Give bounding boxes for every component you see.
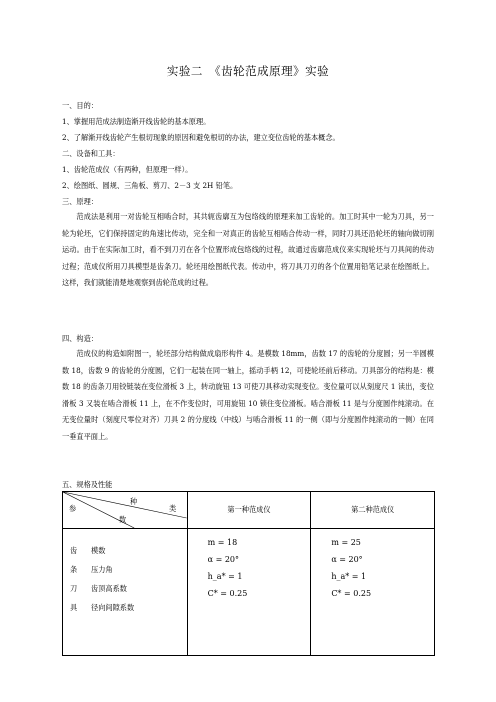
type-1-values xyxy=(208,534,248,602)
type-1-addendum-value: h_a* = 1 xyxy=(207,572,243,581)
parameter-cell xyxy=(63,529,188,656)
param-name-addendum-coefficient: 齿顶高系数 xyxy=(91,584,127,593)
section-heading-principle: 三、原理： xyxy=(62,197,98,206)
rack-cutter-label xyxy=(70,541,80,617)
spec-table-corner-cell xyxy=(63,492,188,529)
equipment-item-2: 2、绘图纸、圆规、三角板、剪刀、2－3 支 2H 铅笔。 xyxy=(62,181,238,190)
type-2-clearance-value: C* = 0.25 xyxy=(331,589,372,598)
type-2-values-cell xyxy=(311,529,435,656)
type-2-values xyxy=(331,534,371,602)
document-title: 实验二 《齿轮范成原理》实验 xyxy=(166,64,330,78)
header-label-param-bottom: 数 xyxy=(119,515,127,524)
header-label-kind-top: 种 xyxy=(130,497,138,506)
spec-table-header-row xyxy=(63,492,435,529)
type-1-clearance-value: C* = 0.25 xyxy=(207,589,248,598)
column-header-type-1: 第一种范成仪 xyxy=(187,492,311,529)
type-2-addendum-value: h_a* = 1 xyxy=(331,572,367,581)
purpose-item-1: 1、掌握用范成法制造渐开线齿轮的基本原理。 xyxy=(62,117,211,126)
equipment-item-1: 1、齿轮范成仪（有两种，但原理一样）。 xyxy=(62,165,193,174)
type-1-module-value: m = 18 xyxy=(207,538,238,547)
section-heading-structure: 四、构造： xyxy=(62,334,98,343)
section-heading-purpose: 一、目的： xyxy=(62,101,98,110)
type-1-values-cell xyxy=(187,529,311,656)
column-header-type-2: 第二种范成仪 xyxy=(311,492,435,529)
section-heading-specs: 五、规格及性能 xyxy=(62,480,113,489)
section-heading-equipment: 二、设备和工具： xyxy=(62,149,120,158)
principle-paragraph: 范成法是利用一对齿轮互相啮合时，其共轭齿廓互为包络线的原理来加工齿轮的。加工时其中一轮为刀具，另一轮为轮坯，它们保持固定的角速比传动，完全和一对真正的齿轮互相啮合传动一样，同时刀具还沿轮坯的轴向做切削运动。由于在实际加工时，看不到刀刃在各个位置形成包络线的过程，故通过齿廓范成仪来实现轮坯与刀具间的传动过程；范成仪所用刀具模型是齿条刀。轮坯用绘图纸代表。传动中，将刀具刀刃的各个位置用铅笔记录在绘图纸上。这样，我们就能清楚地观察到齿轮范成的过程。 xyxy=(62,212,434,288)
side-char: 具 xyxy=(70,603,78,612)
type-2-pressure-angle-value: α = 20° xyxy=(331,555,363,564)
parameter-names xyxy=(91,541,134,617)
param-name-module: 模数 xyxy=(91,546,106,555)
side-char: 条 xyxy=(70,565,78,574)
type-2-module-value: m = 25 xyxy=(331,538,361,547)
type-1-pressure-angle-value: α = 20° xyxy=(207,555,240,564)
side-char: 齿 xyxy=(70,546,78,555)
param-name-pressure-angle: 压力角 xyxy=(91,565,113,574)
purpose-item-2: 2、了解渐开线齿轮产生根切现象的原因和避免根切的办法，建立变位齿轮的基本概念。 xyxy=(62,133,340,142)
header-label-kind-right: 类 xyxy=(169,504,177,513)
header-label-param-left: 参 xyxy=(69,504,77,513)
spec-table xyxy=(62,491,435,656)
side-char: 刀 xyxy=(70,584,78,593)
spec-table-body-row xyxy=(63,529,435,656)
structure-paragraph: 范成仪的构造如附图一，轮坯部分结构做成扇形构件 4。是模数 18mm，齿数 17 的齿轮的分度圆；另一半圆模数 18，齿数 9 的齿轮的分度圆，它们一起装在同一轴上，摇动手柄 12，可使轮坯前后移动。刀具部分的结构是：模数 18 的齿条刀用铰链装在变位滑板 3 上，转动旋钮 13 可使刀具移动实现变位。变位量可以从刻度尺 1 读出，变位滑板 3 又装在啮合滑板 11 上，在不作变位时，可用旋钮 10 锁住变位滑板。啮合滑板 11 是与分度圆作纯滚动。在无变位量时（刻度尺零位对齐）刀具 2 的分度线（中线）与啮合滑板 11 的一侧（即与分度圆作纯滚动的一侧）在同一垂直平面上。 xyxy=(62,349,434,441)
param-name-clearance-coefficient: 径向间隙系数 xyxy=(91,603,135,612)
